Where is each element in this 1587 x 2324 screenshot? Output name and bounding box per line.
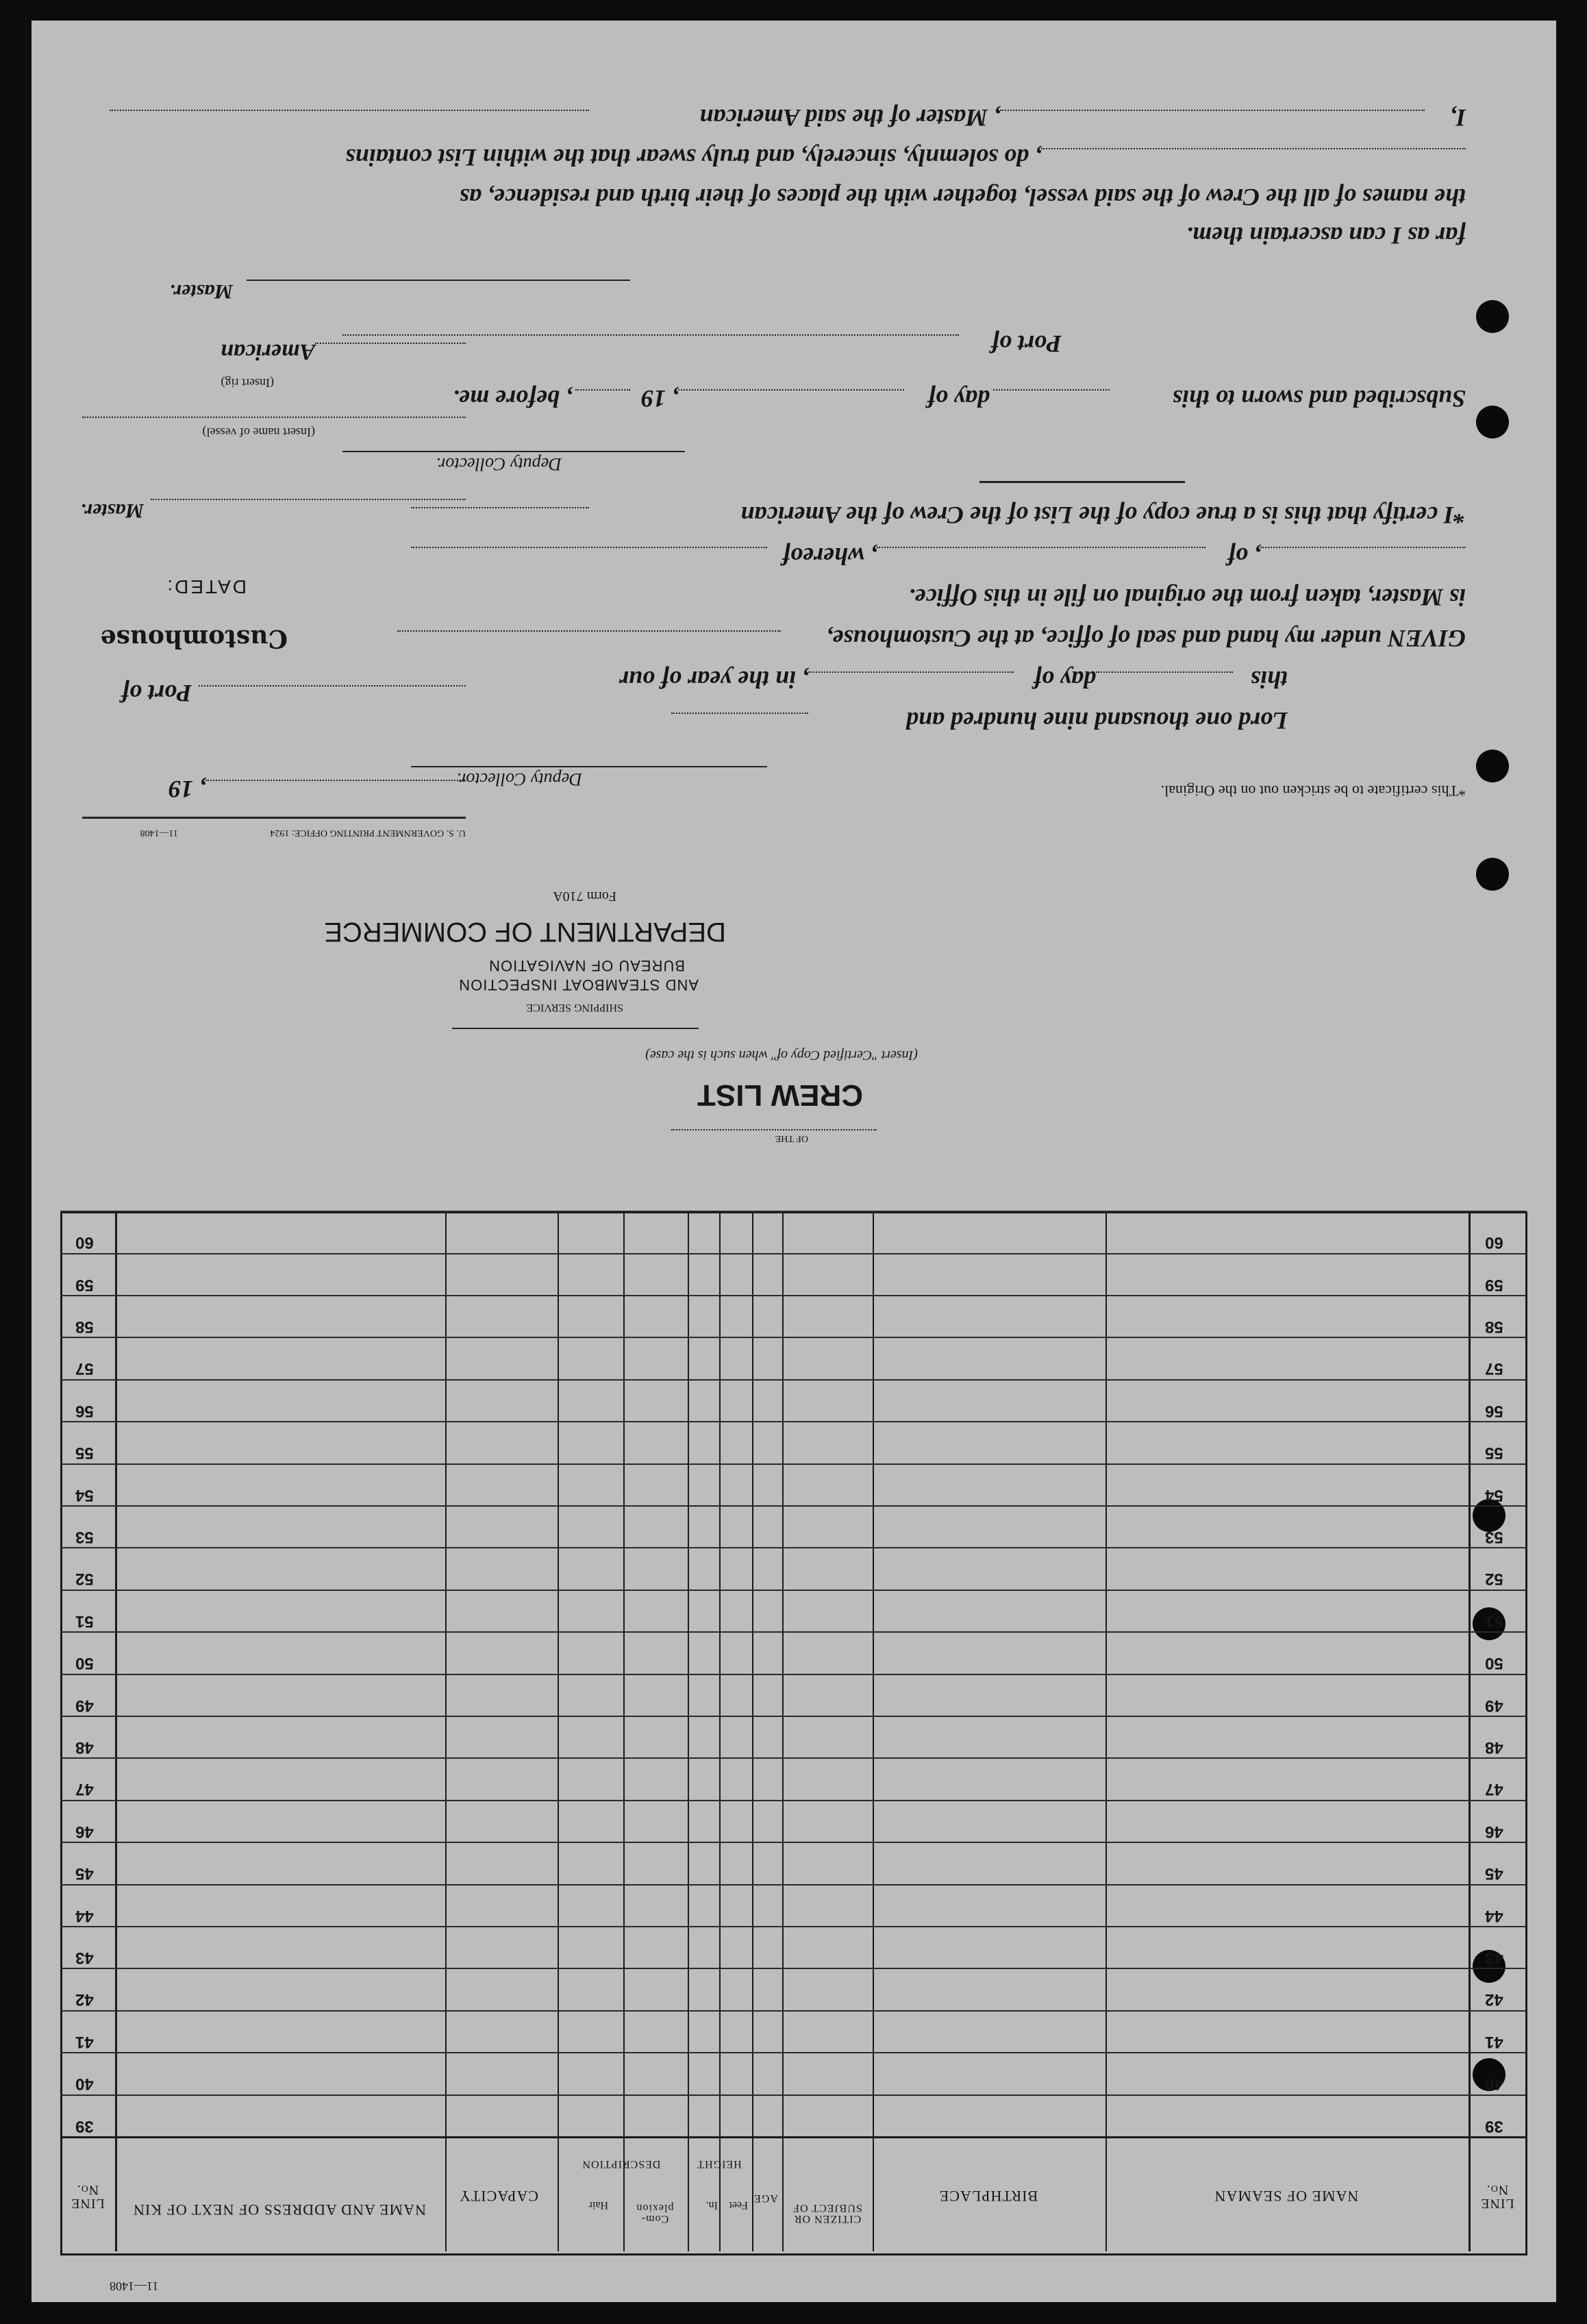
row-number-left: 45 — [75, 1864, 94, 1883]
certify-blank — [877, 547, 1205, 548]
row-number-left: 57 — [75, 1359, 94, 1378]
gpo-imprint: U. S. GOVERNMENT PRINTING OFFICE: 1924 — [270, 828, 466, 838]
table-row — [60, 1463, 1526, 1465]
day-blank — [993, 389, 1110, 391]
row-number-right: 51 — [1485, 1612, 1503, 1631]
table-row — [60, 2010, 1526, 2012]
given-line2b: day of — [1034, 666, 1096, 693]
row-number-left: 59 — [75, 1276, 94, 1294]
oath-line1-b: , Master of the said American — [699, 104, 1000, 132]
insert-rig: (Insert rig) — [221, 376, 274, 390]
table-row — [60, 1884, 1526, 1886]
table-row — [60, 1968, 1526, 1969]
oath-line1-a: I, — [1449, 104, 1466, 132]
table-row — [60, 1295, 1526, 1296]
footer-code: 11—1408 — [110, 2279, 159, 2293]
master-label: Master. — [80, 499, 144, 522]
row-number-right: 56 — [1485, 1402, 1503, 1420]
row-number-right: 49 — [1485, 1696, 1503, 1715]
col-birthplace: BIRTHPLACE — [938, 2188, 1038, 2205]
table-row — [60, 1379, 1526, 1381]
col-name: NAME OF SEAMAN — [1214, 2188, 1359, 2205]
row-number-left: 50 — [75, 1654, 94, 1672]
row-number-left: 47 — [75, 1780, 94, 1798]
rule — [82, 817, 466, 819]
row-number-right: 47 — [1485, 1780, 1503, 1798]
crew-list-title: CREW LIST — [697, 1078, 863, 1112]
oath-blank — [1041, 148, 1466, 149]
table-row — [60, 1631, 1526, 1633]
given-blank — [1096, 671, 1233, 673]
row-number-right: 40 — [1485, 2075, 1503, 2093]
oath-line2: , do solemnly, sincerely, and truly swear that the within List contains — [345, 144, 1041, 171]
row-number-left: 54 — [75, 1486, 94, 1505]
american-label: American — [221, 339, 315, 364]
given-blank — [808, 671, 1014, 673]
col-height: HEIGHT — [697, 2158, 742, 2170]
table-row — [60, 1757, 1526, 1759]
date-blank — [205, 780, 466, 781]
row-number-left: 55 — [75, 1444, 94, 1462]
row-number-right: 54 — [1485, 1486, 1503, 1505]
table-row — [60, 2094, 1526, 2096]
certify-line1: *I certify that this is a true copy of the List of the Crew of the American — [740, 502, 1466, 529]
row-number-right: 55 — [1485, 1444, 1503, 1462]
gpo-code: 11—1408 — [140, 828, 178, 838]
vessel-blank — [82, 417, 466, 418]
col-inches: In. — [705, 2199, 718, 2211]
year-prefix: , 19 — [168, 776, 205, 803]
certified-note: (Insert "Certified Copy of" when such is the case) — [645, 1048, 918, 1063]
oath-subscribed: Subscribed and sworn to this — [1172, 385, 1466, 412]
col-kin: NAME AND ADDRESS OF NEXT OF KIN — [133, 2201, 426, 2218]
given-line1: GIVEN under my hand and seal of office, at the Customhouse, — [826, 625, 1466, 652]
row-number-left: 44 — [75, 1907, 94, 1925]
certify-line2b: , whereof — [782, 543, 877, 570]
table-row — [60, 1590, 1526, 1591]
oath-master: Master. — [169, 280, 233, 303]
row-number-left: 52 — [75, 1570, 94, 1588]
row-number-left: 39 — [75, 2117, 94, 2136]
header-continuation — [55, 144, 493, 1089]
port-blank — [199, 685, 466, 687]
deputy-collector-1: Deputy Collector. — [436, 454, 562, 474]
oath-before-me: , before me. — [453, 385, 572, 412]
customhouse-label: Customhouse — [100, 624, 288, 653]
table-row — [60, 1505, 1526, 1507]
col-complexion: Com- plexion — [636, 2202, 674, 2225]
oath-blank — [110, 110, 589, 111]
col-feet: Feet — [729, 2199, 748, 2211]
row-number-right: 42 — [1485, 1990, 1503, 2009]
form-number: Form 710A — [553, 889, 616, 904]
row-number-right: 60 — [1485, 1233, 1503, 1252]
dated-label: DATED: — [165, 576, 247, 597]
row-number-left: 53 — [75, 1528, 94, 1546]
port-of-label: Port of — [121, 680, 192, 707]
table-row — [60, 1842, 1526, 1843]
row-number-right: 43 — [1485, 1949, 1503, 1967]
col-line-no: LINE No. — [71, 2182, 105, 2211]
row-number-right: 39 — [1485, 2117, 1503, 2136]
table-row — [60, 1421, 1526, 1422]
month-blank — [678, 389, 904, 391]
row-number-right: 52 — [1485, 1570, 1503, 1588]
row-number-left: 60 — [75, 1233, 94, 1252]
row-number-left: 42 — [75, 1990, 94, 2009]
bureau-line1: BUREAU OF NAVIGATION — [488, 957, 685, 974]
footnote: *This certificate to be stricken out on the Original. — [1160, 782, 1466, 800]
col-citizen: CITIZEN OR SUBJECT OF — [792, 2202, 862, 2225]
row-number-right: 44 — [1485, 1907, 1503, 1925]
given-line2c: , in the year of our — [618, 666, 808, 693]
deputy-collector-2: Deputy Collector. — [456, 769, 582, 789]
certified-blank — [671, 1129, 877, 1130]
row-number-right: 50 — [1485, 1654, 1503, 1672]
table-row — [60, 1211, 1526, 1212]
row-number-right: 46 — [1485, 1822, 1503, 1841]
certify-line2a: , of — [1227, 543, 1260, 570]
row-number-left: 48 — [75, 1738, 94, 1757]
oath-port-of: Port of — [991, 330, 1062, 358]
row-number-left: 41 — [75, 2033, 94, 2051]
insert-vessel: (Insert name of vessel) — [202, 425, 315, 439]
row-number-left: 56 — [75, 1402, 94, 1420]
col-capacity: CAPACITY — [459, 2188, 538, 2205]
certify-blank — [1260, 547, 1466, 548]
row-number-left: 40 — [75, 2075, 94, 2093]
row-number-left: 49 — [75, 1696, 94, 1715]
oath-line4: far as I can ascertain them. — [1186, 222, 1466, 249]
table-row — [60, 1674, 1526, 1675]
row-number-left: 51 — [75, 1612, 94, 1631]
master-blank — [151, 499, 466, 500]
crew-table — [60, 1211, 1526, 2254]
given-line3: Lord one thousand nine hundred and — [905, 707, 1288, 734]
row-number-right: 45 — [1485, 1864, 1503, 1883]
col-line-no-right: LINE No. — [1480, 2182, 1514, 2211]
col-hair: Hair — [588, 2199, 608, 2211]
table-row — [60, 1253, 1526, 1254]
table-border — [60, 1211, 1527, 2255]
oath-nineteen: , 19 — [641, 385, 678, 412]
col-age: AGE — [753, 2192, 778, 2204]
table-row — [60, 1337, 1526, 1338]
table-row — [60, 1716, 1526, 1717]
table-row — [60, 1547, 1526, 1548]
given-line2a: this — [1250, 666, 1288, 693]
row-number-right: 57 — [1485, 1359, 1503, 1378]
row-number-left: 46 — [75, 1822, 94, 1841]
rule — [979, 481, 1185, 483]
rig-blank — [315, 343, 466, 344]
oath-line3: the names of all the Crew of the said vessel, together with the places of their birth and residence, as — [459, 184, 1466, 211]
row-number-right: 53 — [1485, 1528, 1503, 1546]
row-number-left: 58 — [75, 1318, 94, 1336]
service: SHIPPING SERVICE — [526, 1002, 623, 1013]
row-number-right: 59 — [1485, 1276, 1503, 1294]
oath-blank — [1000, 110, 1425, 111]
table-row — [60, 2052, 1526, 2053]
bureau-line2: AND STEAMBOAT INSPECTION — [458, 976, 699, 993]
certify-line3: is Master, taken from the original on file in this Office. — [908, 584, 1466, 611]
table-row — [60, 1926, 1526, 1927]
row-number-right: 58 — [1485, 1318, 1503, 1336]
department: DEPARTMENT OF COMMERCE — [324, 917, 726, 947]
oath-day-of: day of — [927, 385, 990, 412]
col-description: DESCRIPTION — [582, 2158, 661, 2170]
of-the: OF THE — [775, 1133, 808, 1144]
row-number-left: 43 — [75, 1949, 94, 1967]
table-row — [60, 1800, 1526, 1801]
year-blank — [575, 389, 630, 391]
given-blank — [671, 713, 808, 714]
row-number-right: 48 — [1485, 1738, 1503, 1757]
row-number-right: 41 — [1485, 2033, 1503, 2051]
table-header — [60, 2139, 1526, 2251]
